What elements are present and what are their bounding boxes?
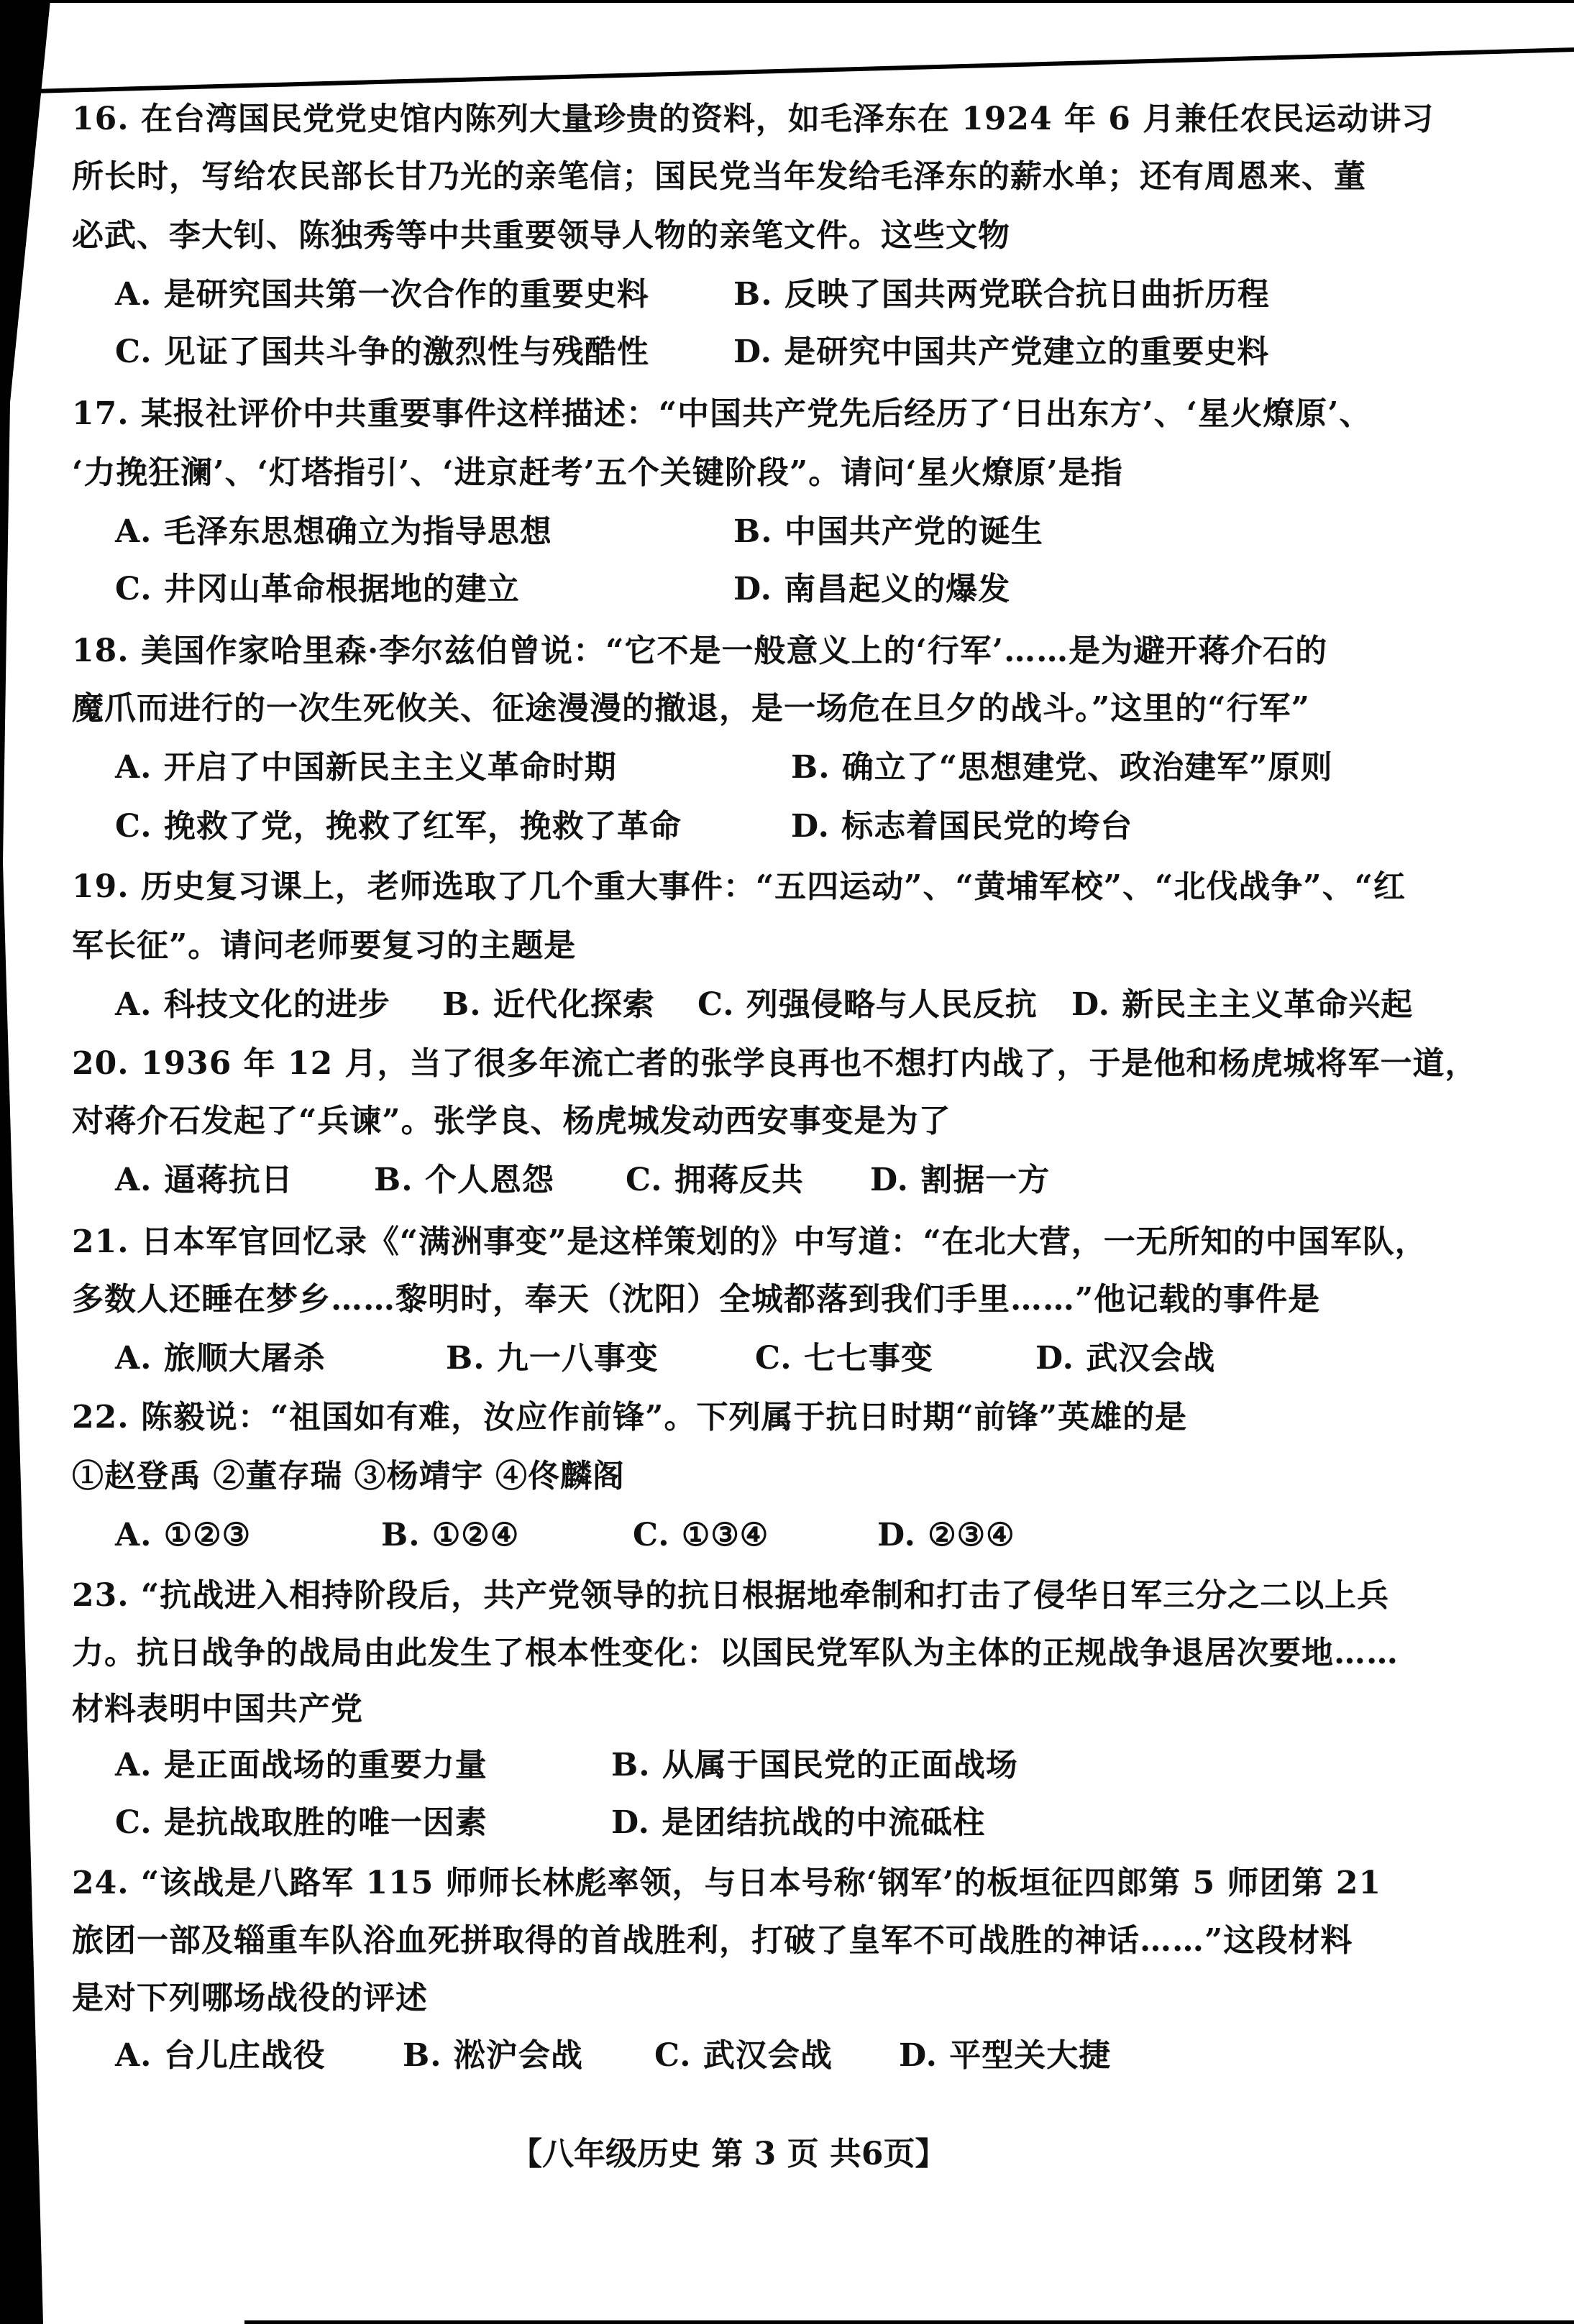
option-c[interactable]: C. 列强侵略与人民反抗: [697, 986, 1038, 1023]
option-d[interactable]: D. 南昌起义的爆发: [733, 571, 1011, 607]
option-d[interactable]: D. 标志着国民党的垮台: [791, 808, 1133, 845]
question-stem-line: 必武、李大钊、陈独秀等中共重要领导人物的亲笔文件。这些文物: [72, 217, 1010, 254]
question-stem-line: 对蒋介石发起了“兵谏”。张学良、杨虎城发动西安事变是为了: [72, 1103, 951, 1139]
option-b[interactable]: B. 反映了国共两党联合抗日曲折历程: [733, 276, 1270, 313]
option-a[interactable]: A. 科技文化的进步: [115, 986, 390, 1023]
option-a[interactable]: A. 开启了中国新民主主义革命时期: [115, 749, 617, 786]
question-stem-line: 力。抗日战争的战局由此发生了根本性变化：以国民党军队为主体的正规战争退居次要地……: [72, 1635, 1399, 1671]
question-stem-line: ‘力挽狂澜’、‘灯塔指引’、‘进京赶考’五个关键阶段”。请问‘星火燎原’是指: [72, 454, 1123, 491]
option-d[interactable]: D. ②③④: [877, 1517, 1015, 1553]
question-stem-line: 魔爪而进行的一次生死攸关、征途漫漫的撤退，是一场危在旦夕的战斗。”这里的“行军”: [72, 690, 1310, 727]
question-stem-line: ①赵登禹 ②董存瑞 ③杨靖宇 ④佟麟阁: [72, 1458, 625, 1494]
question-stem-line: 20. 1936 年 12 月，当了很多年流亡者的张学良再也不想打内战了，于是他和杨虎城将军一道，: [72, 1045, 1478, 1082]
question-stem-line: 材料表明中国共产党: [72, 1691, 363, 1727]
option-a[interactable]: A. ①②③: [115, 1517, 252, 1553]
option-c[interactable]: C. 七七事变: [755, 1340, 933, 1377]
option-d[interactable]: D. 平型关大捷: [899, 2037, 1112, 2074]
option-a[interactable]: A. 毛泽东思想确立为指导思想: [115, 513, 552, 550]
question-stem-line: 23. “抗战进入相持阶段后，共产党领导的抗日根据地牵制和打击了侵华日军三分之二以上兵: [72, 1577, 1390, 1614]
option-b[interactable]: B. 确立了“思想建党、政治建军”原则: [791, 749, 1333, 786]
option-c[interactable]: C. 拥蒋反共: [626, 1162, 804, 1198]
option-b[interactable]: B. 中国共产党的诞生: [733, 513, 1043, 550]
page-footer: 【八年级历史 第 3 页 共6页】: [511, 2136, 947, 2172]
option-b[interactable]: B. ①②④: [381, 1517, 520, 1553]
option-d[interactable]: D. 是研究中国共产党建立的重要史料: [733, 334, 1270, 370]
question-stem-line: 22. 陈毅说：“祖国如有难，汝应作前锋”。下列属于抗日时期“前锋”英雄的是: [72, 1399, 1188, 1436]
option-b[interactable]: B. 从属于国民党的正面战场: [611, 1747, 1018, 1783]
question-stem-line: 18. 美国作家哈里森·李尔兹伯曾说：“它不是一般意义上的‘行军’……是为避开蒋介石的: [72, 633, 1328, 669]
option-c[interactable]: C. 见证了国共斗争的激烈性与残酷性: [115, 334, 649, 370]
question-stem-line: 所长时，写给农民部长甘乃光的亲笔信；国民党当年发给毛泽东的薪水单；还有周恩来、董: [72, 158, 1366, 195]
question-stem-line: 19. 历史复习课上，老师选取了几个重大事件：“五四运动”、“黄埔军校”、“北伐战争”、“红: [72, 868, 1406, 905]
option-c[interactable]: C. 挽救了党，挽救了红军，挽救了革命: [115, 808, 682, 845]
option-b[interactable]: B. 个人恩怨: [374, 1162, 554, 1198]
option-d[interactable]: D. 割据一方: [870, 1162, 1051, 1198]
option-c[interactable]: C. 井冈山革命根据地的建立: [115, 571, 520, 607]
option-c[interactable]: C. ①③④: [633, 1517, 769, 1553]
question-stem-line: 17. 某报社评价中共重要事件这样描述：“中国共产党先后经历了‘日出东方’、‘星火燎原’、: [72, 395, 1372, 432]
option-d[interactable]: D. 新民主主义革命兴起: [1071, 986, 1414, 1023]
option-a[interactable]: A. 是研究国共第一次合作的重要史料: [115, 276, 649, 313]
question-stem-line: 军长征”。请问老师要复习的主题是: [72, 927, 577, 964]
option-b[interactable]: B. 淞沪会战: [403, 2037, 583, 2074]
question-stem-line: 多数人还睡在梦乡……黎明时，奉天（沈阳）全城都落到我们手里……”他记载的事件是: [72, 1281, 1321, 1318]
option-a[interactable]: A. 台儿庄战役: [115, 2037, 326, 2074]
question-stem-line: 是对下列哪场战役的评述: [72, 1980, 428, 2016]
question-stem-line: 21. 日本军官回忆录《“满洲事变”是这样策划的》中写道：“在北大营，一无所知的中国军队，: [72, 1223, 1427, 1260]
question-stem-line: 旅团一部及辎重车队浴血死拼取得的首战胜利，打破了皇军不可战胜的神话……”这段材料: [72, 1922, 1353, 1959]
option-c[interactable]: C. 武汉会战: [654, 2037, 833, 2074]
option-d[interactable]: D. 武汉会战: [1035, 1340, 1216, 1377]
option-d[interactable]: D. 是团结抗战的中流砥柱: [611, 1804, 986, 1841]
option-c[interactable]: C. 是抗战取胜的唯一因素: [115, 1804, 488, 1841]
option-a[interactable]: A. 旅顺大屠杀: [115, 1340, 326, 1377]
option-a[interactable]: A. 逼蒋抗日: [115, 1162, 293, 1198]
option-b[interactable]: B. 近代化探索: [442, 986, 655, 1023]
question-stem-line: 16. 在台湾国民党党史馆内陈列大量珍贵的资料，如毛泽东在 1924 年 6 月兼任农民运动讲习: [72, 101, 1435, 137]
option-a[interactable]: A. 是正面战场的重要力量: [115, 1747, 488, 1783]
option-b[interactable]: B. 九一八事变: [446, 1340, 659, 1377]
question-stem-line: 24. “该战是八路军 115 师师长林彪率领，与日本号称‘钢军’的板垣征四郎第 5 师团第 21: [72, 1865, 1382, 1901]
